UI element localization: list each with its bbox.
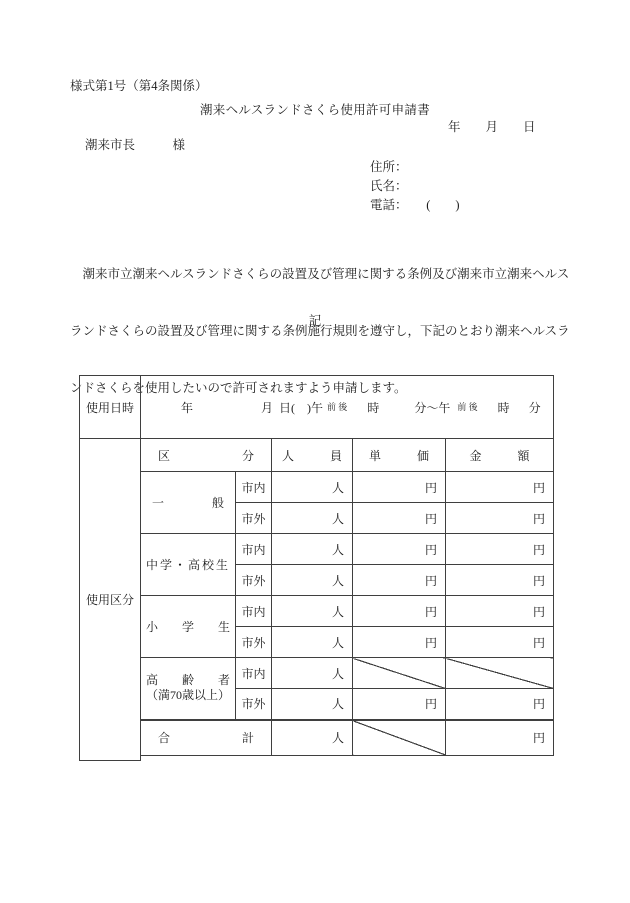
address-label: 住所：: [370, 160, 408, 174]
unit-price-cell: 円: [353, 565, 446, 596]
column-header-row: [80, 439, 554, 472]
name-label: 氏名：: [370, 179, 408, 193]
amount-cell: 円: [446, 472, 554, 503]
amount-cell: 円: [446, 534, 554, 565]
zone-cell: 市外: [236, 627, 272, 658]
column-header-people: 人 員: [272, 439, 353, 472]
minute-label-end: 分: [528, 400, 541, 415]
crossed-out-amount-cell: [446, 658, 554, 689]
column-header-category: 区 分: [141, 439, 272, 472]
amount-cell: 円: [446, 596, 554, 627]
group-label-elementary: 小 学 生: [141, 596, 236, 658]
people-count-cell: 人: [272, 503, 353, 534]
people-count-cell: 人: [272, 596, 353, 627]
body-line-3: ンドさくらを使用したいので許可されますよう申請します。: [70, 381, 407, 395]
crossed-out-unit-price-cell: [353, 658, 446, 689]
unit-price-cell: 円: [353, 472, 446, 503]
application-table: [79, 375, 554, 761]
group-label-general: 一 般: [141, 472, 236, 534]
record-mark: 記: [308, 314, 322, 328]
zone-cell: 市内: [236, 596, 272, 627]
phone-label: 電話： ( ): [370, 198, 460, 212]
group-label-students: 中学・高校生: [141, 534, 236, 596]
people-count-cell: 人: [272, 534, 353, 565]
usage-category-header-cell: 使用区分: [80, 439, 141, 761]
body-line-2: ランドさくらの設置及び管理に関する条例施行規則を遵守し，下記のとおり潮来ヘルスラ: [70, 324, 570, 338]
column-header-unit-price: 単 価: [353, 439, 446, 472]
amount-cell: 円: [446, 503, 554, 534]
usage-datetime-row: [80, 376, 554, 439]
senior-label-line1: 高 齢 者: [145, 672, 230, 687]
table-row-general-inner: [80, 472, 554, 503]
addressee-line: 潮来市長 様: [85, 138, 186, 152]
people-count-cell: 人: [272, 689, 353, 720]
am-label: 前: [457, 401, 467, 412]
usage-datetime-header-cell: 使用日時: [80, 376, 141, 439]
usage-datetime-value-cell: [141, 376, 554, 439]
day-weekday-label: 日( )午: [279, 400, 324, 415]
zone-cell: 市内: [236, 534, 272, 565]
form-number: 様式第1号（第4条関係）: [70, 79, 208, 93]
month-label: 月: [261, 400, 274, 415]
total-label-cell: 合 計: [141, 720, 272, 756]
zone-cell: 市外: [236, 503, 272, 534]
amount-cell: 円: [446, 627, 554, 658]
zone-cell: 市外: [236, 565, 272, 596]
zone-cell: 市内: [236, 658, 272, 689]
zone-cell: 市内: [236, 472, 272, 503]
body-line-1: 潮来市立潮来ヘルスランドさくらの設置及び管理に関する条例及び潮来市立潮来ヘルス: [70, 267, 570, 281]
pm-label: 後: [338, 401, 348, 412]
crossed-out-total-unit-price-cell: [353, 720, 446, 756]
amount-cell: 円: [446, 689, 554, 720]
amount-cell: 円: [446, 565, 554, 596]
table-row-elementary-inner: [80, 596, 554, 627]
ampm-stack-start: [327, 402, 347, 412]
table-bottom-gap-row: [80, 756, 554, 761]
unit-price-cell: 円: [353, 503, 446, 534]
people-count-cell: 人: [272, 472, 353, 503]
hour-label-end: 時: [497, 400, 510, 415]
unit-price-cell: 円: [353, 689, 446, 720]
zone-cell: 市外: [236, 689, 272, 720]
table-row-students-inner: [80, 534, 554, 565]
column-header-amount: 金 額: [446, 439, 554, 472]
senior-label-line2: （満70歳以上）: [145, 688, 230, 703]
total-amount-cell: 円: [446, 720, 554, 756]
people-count-cell: 人: [272, 627, 353, 658]
unit-price-cell: 円: [353, 534, 446, 565]
table-row-senior-inner: [80, 658, 554, 689]
table-row-total: [80, 720, 554, 756]
unit-price-cell: 円: [353, 596, 446, 627]
unit-price-cell: 円: [353, 627, 446, 658]
group-label-senior: [141, 658, 236, 720]
pm-label: 後: [468, 401, 478, 412]
document-title: 潮来ヘルスランドさくら使用許可申請書: [199, 103, 431, 117]
date-line: 年 月 日: [448, 120, 536, 134]
minute-range-label: 分～午: [414, 400, 451, 415]
people-count-cell: 人: [272, 658, 353, 689]
datetime-fill-line: [141, 399, 553, 416]
hour-label-start: 時: [367, 400, 380, 415]
total-people-cell: 人: [272, 720, 353, 756]
am-label: 前: [327, 401, 337, 412]
gap-cell: [141, 756, 554, 761]
people-count-cell: 人: [272, 565, 353, 596]
year-label: 年: [181, 400, 194, 415]
ampm-stack-end: [457, 402, 477, 412]
